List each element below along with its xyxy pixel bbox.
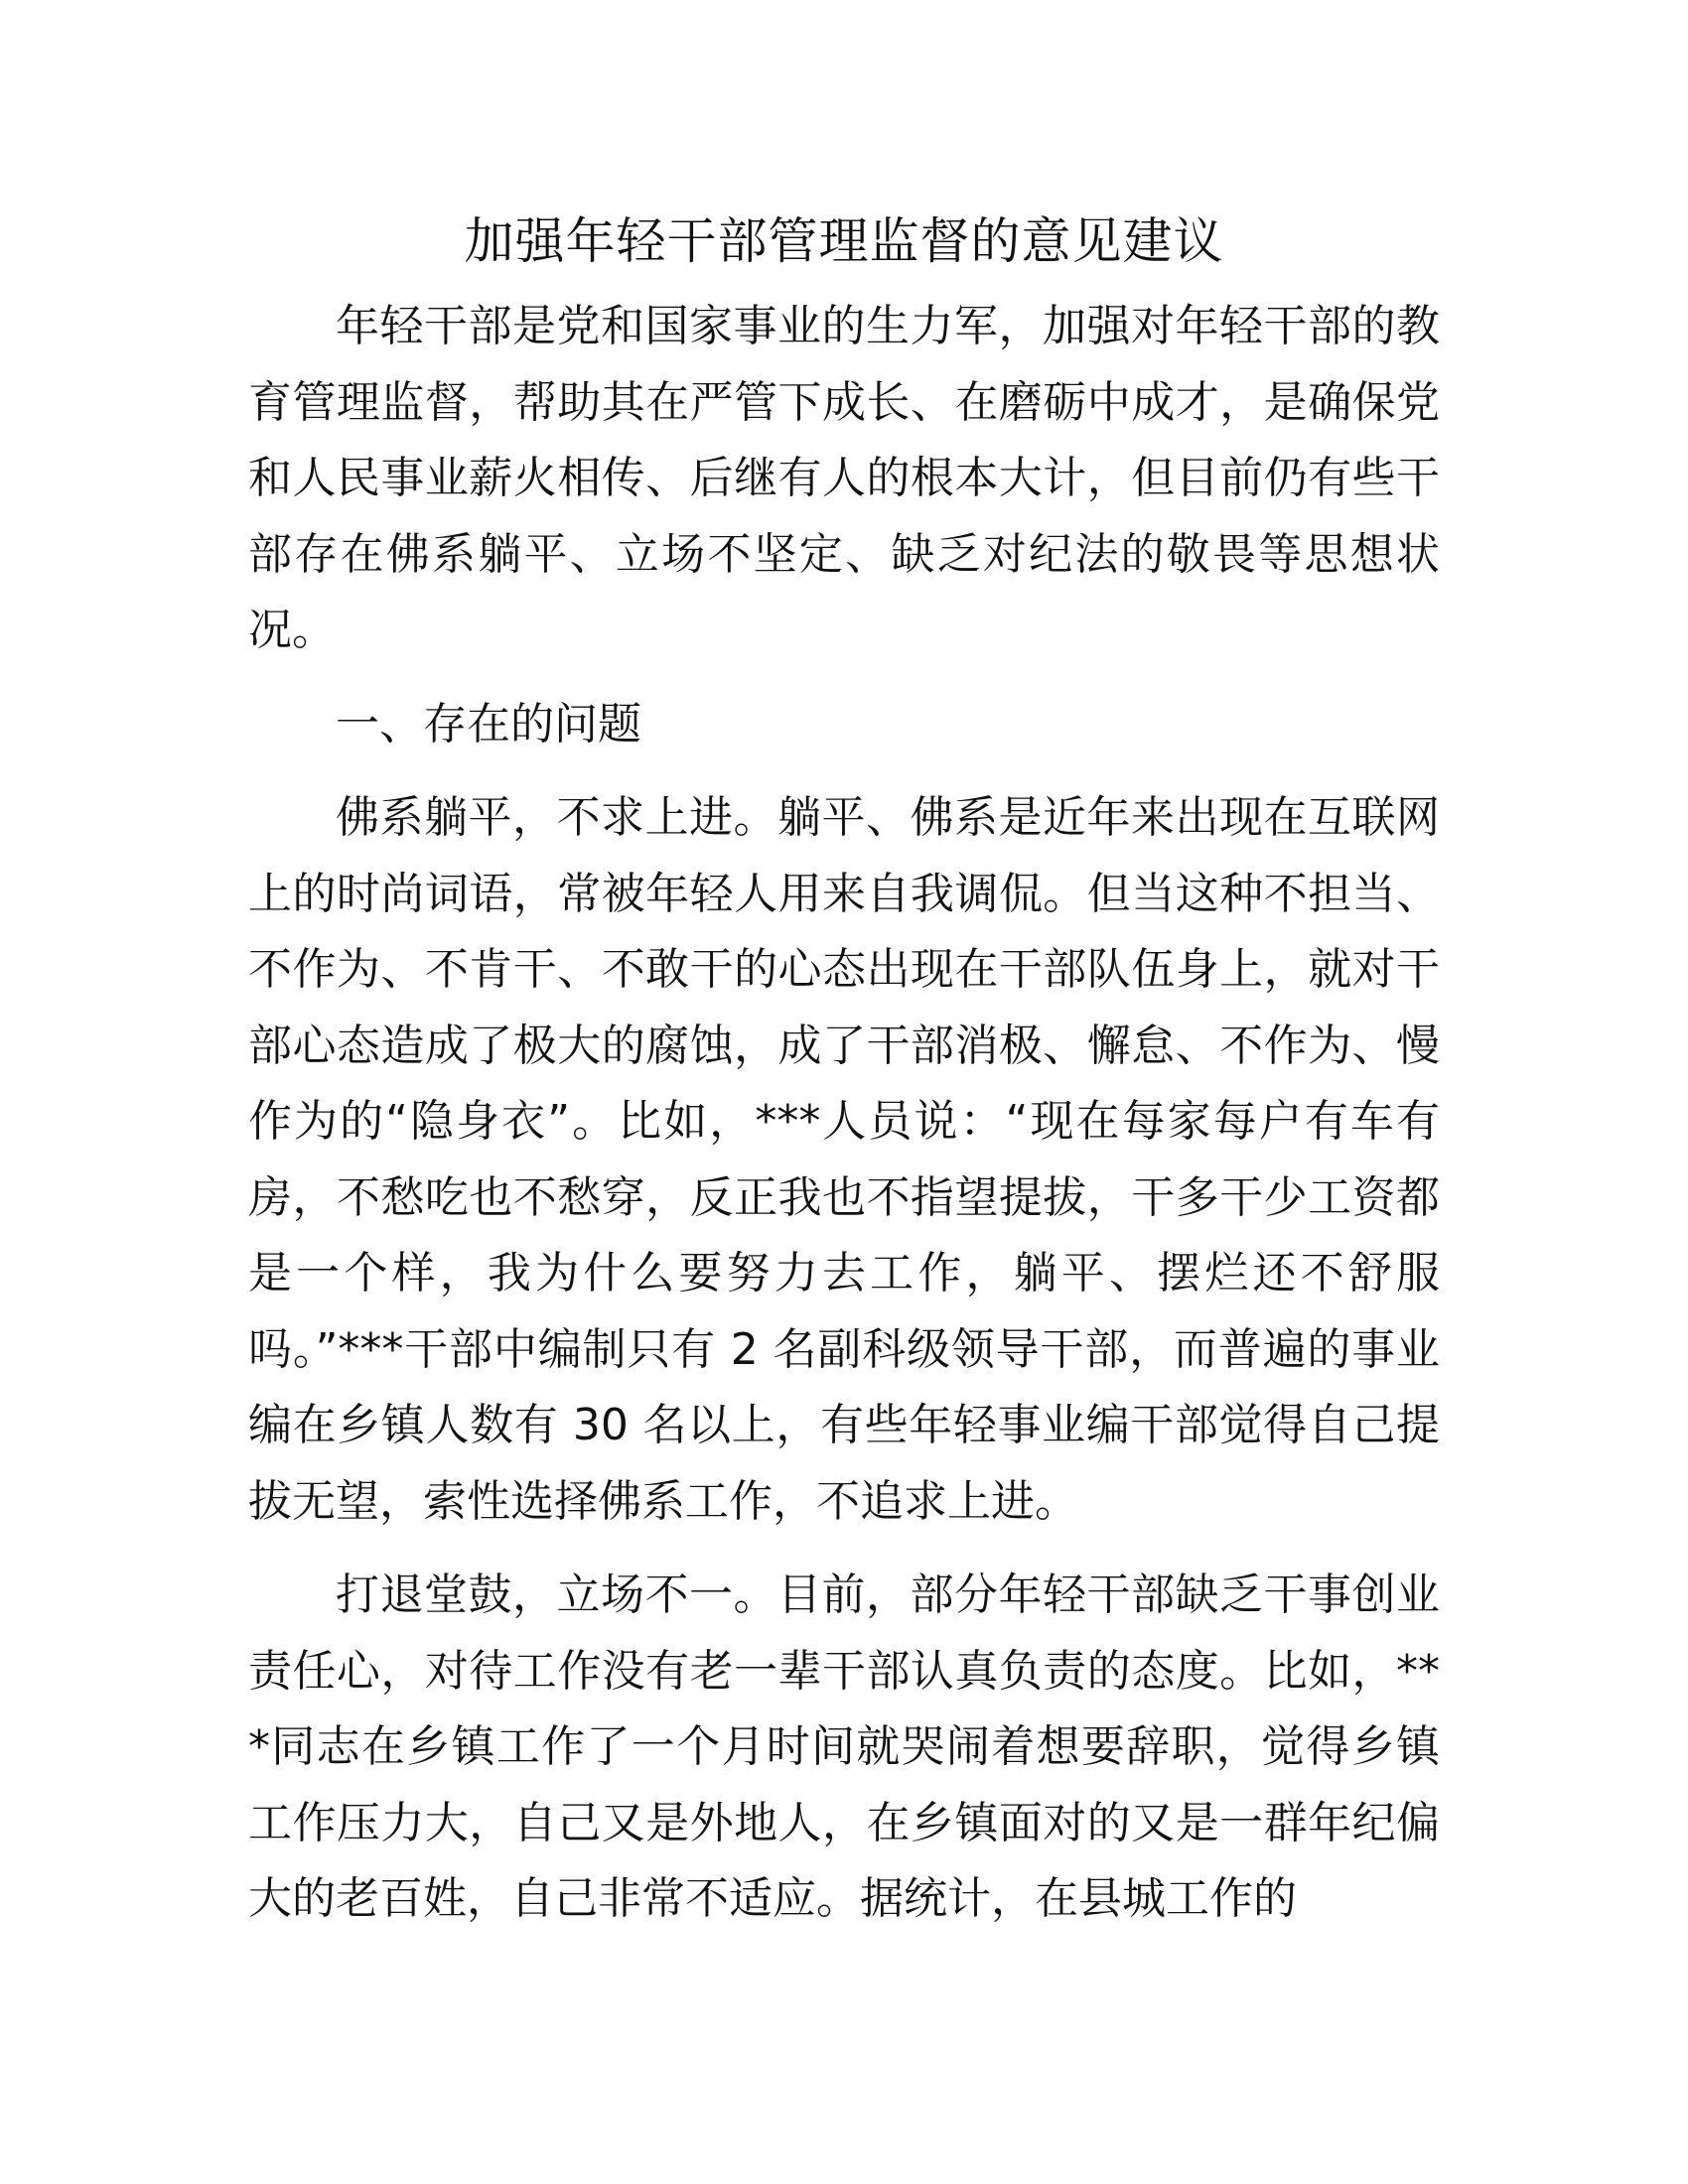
- body-paragraph: 打退堂鼓，立场不一。目前，部分年轻干部缺乏干事创业责任心，对待工作没有老一辈干部认真负责的态度。比如，***同志在乡镇工作了一个月时间就哭闹着想要辞职，觉得乡镇工作压力大，自己又是外地人，在乡镇面对的又是一群年纪偏大的老百姓，自己非常不适应。据统计，在县城工作的: [248, 1570, 1440, 1924]
- body-paragraph: 佛系躺平，不求上进。躺平、佛系是近年来出现在互联网上的时尚词语，常被年轻人用来自我调侃。但当这种不担当、不作为、不肯干、不敢干的心态出现在干部队伍身上，就对干部心态造成了极大的腐蚀，成了干部消极、懈怠、不作为、慢作为的“隐身衣”。比如，***人员说：“现在每家每户有车有房，不愁吃也不愁穿，反正我也不指望提拔，干多干少工资都是一个样，我为什么要努力去工作，躺平、摆烂还不舒服吗。”***干部中编制只有 2 名副科级领导干部，而普遍的事业编在乡镇人数有 30 名以上，有些年轻事业编干部觉得自己提拔无望，索性选择佛系工作，不追求上进。: [248, 792, 1440, 1527]
- section-heading: 一、存在的问题: [336, 698, 641, 750]
- intro-paragraph: 年轻干部是党和国家事业的生力军，加强对年轻干部的教育管理监督，帮助其在严管下成长、在磨砺中成才，是确保党和人民事业薪火相传、后继有人的根本大计，但目前仍有些干部存在佛系躺平、立场不坚定、缺乏对纪法的敬畏等思想状况。: [248, 301, 1440, 655]
- document-page: [248, 194, 1440, 1956]
- document-title: 加强年轻干部管理监督的意见建议: [464, 212, 1224, 270]
